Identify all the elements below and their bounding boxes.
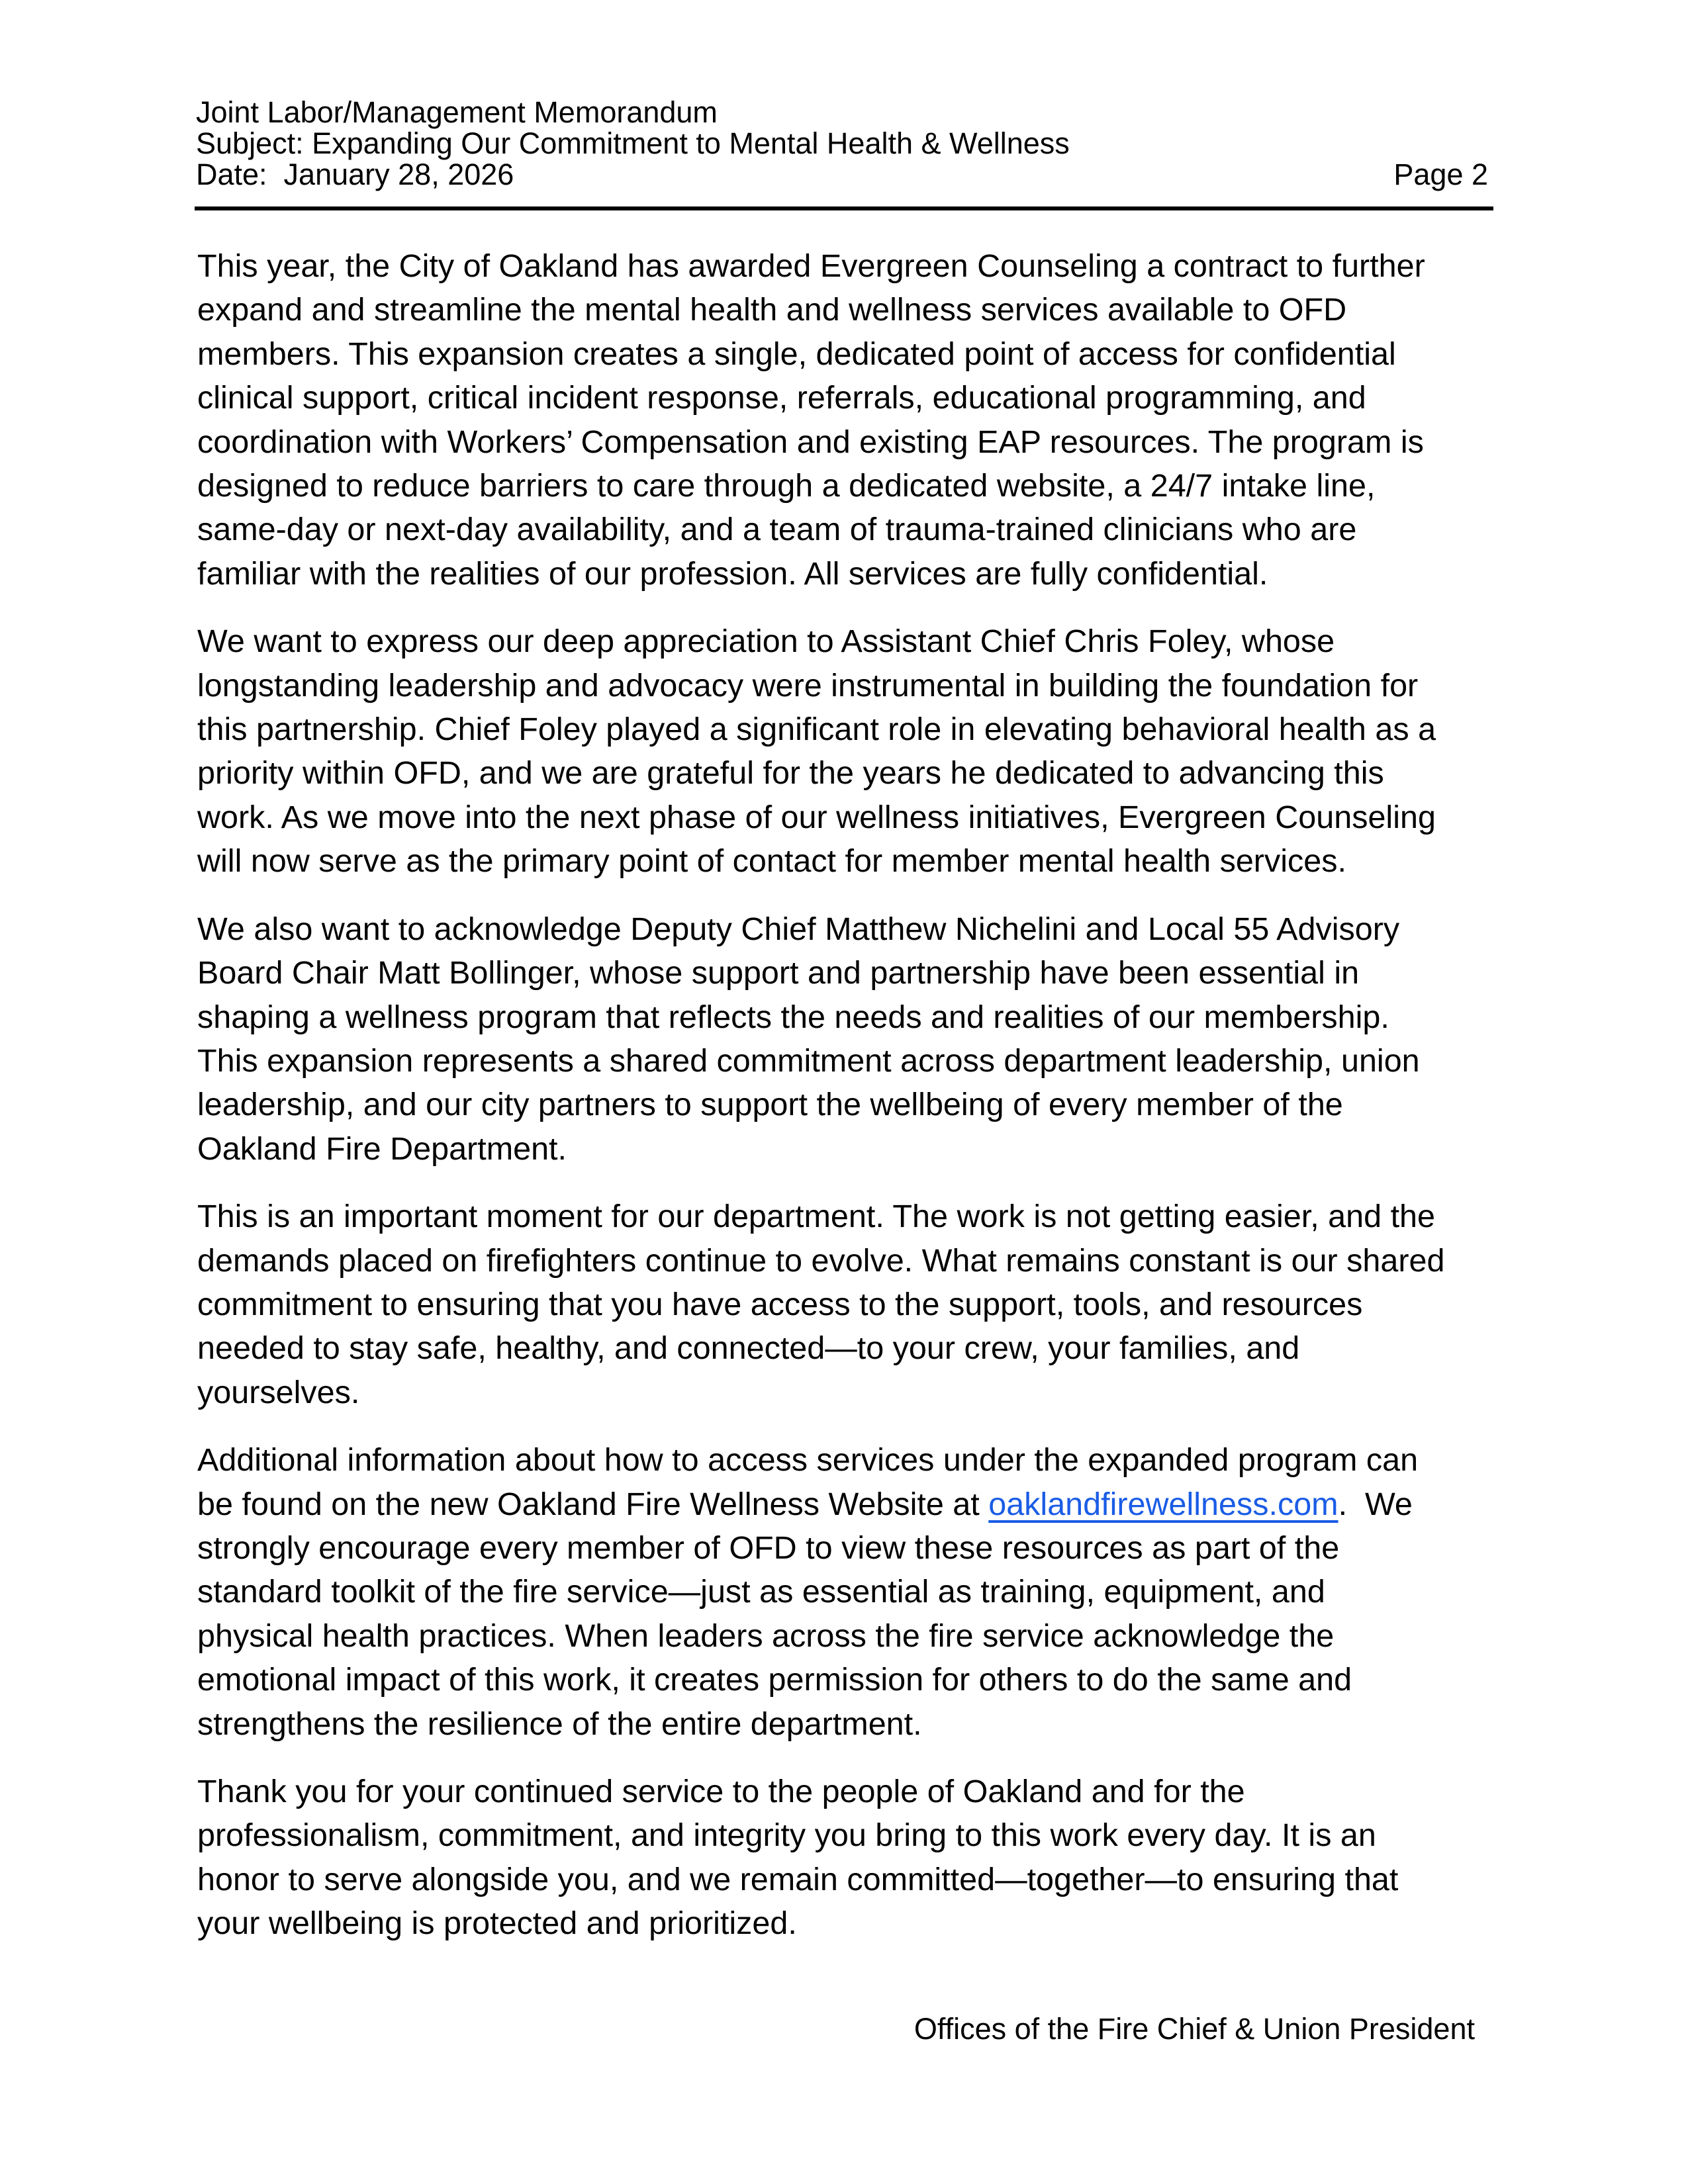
memo-header <box>196 97 1492 190</box>
signature-line: Offices of the Fire Chief & Union President <box>914 2012 1475 2046</box>
text-line: coordination with Workers’ Compensation and existing EAP resources. The program is <box>197 424 1424 460</box>
text-line: standard toolkit of the fire service—just as essential as training, equipment, and <box>197 1574 1325 1610</box>
text-line: yourselves. <box>197 1374 360 1410</box>
text-line: shaping a wellness program that reflects the needs and realities of our membership. <box>197 999 1389 1035</box>
text-line: This expansion represents a shared commitment across department leadership, union <box>197 1042 1420 1079</box>
text-line: This is an important moment for our department. The work is not getting easier, and the <box>197 1199 1435 1235</box>
text-line: honor to serve alongside you, and we remain committed—together—to ensuring that <box>197 1861 1399 1897</box>
text-line: your wellbeing is protected and prioritized. <box>197 1905 797 1942</box>
text-line: leadership, and our city partners to support the wellbeing of every member of the <box>197 1087 1343 1123</box>
text-line: designed to reduce barriers to care through a dedicated website, a 24/7 intake line, <box>197 468 1376 504</box>
wellness-website-link[interactable]: oaklandfirewellness.com <box>988 1486 1338 1522</box>
text-line: physical health practices. When leaders across the fire service acknowledge the <box>197 1617 1335 1654</box>
text-line: expand and streamline the mental health and wellness services available to OFD <box>197 292 1347 328</box>
text-line: We want to express our deep appreciation to Assistant Chief Chris Foley, whose <box>197 623 1335 660</box>
text-line-with-link <box>197 1482 1495 1526</box>
text-line: this partnership. Chief Foley played a significant role in elevating behavioral health as a <box>197 711 1436 748</box>
paragraph-thank-you <box>197 1770 1495 1946</box>
text-line: clinical support, critical incident response, referrals, educational programming, and <box>197 380 1366 416</box>
text-line: priority within OFD, and we are grateful for the years he dedicated to advancing this <box>197 755 1384 792</box>
page-number: Page 2 <box>1393 158 1488 191</box>
paragraph-appreciation-foley <box>197 619 1495 883</box>
text-line: professionalism, commitment, and integrity you bring to this work every day. It is an <box>197 1817 1376 1854</box>
memo-subject: Subject: Expanding Our Commitment to Mental Health & Wellness <box>196 126 1070 160</box>
text-line: demands placed on firefighters continue to evolve. What remains constant is our shared <box>197 1242 1445 1279</box>
text-line: This year, the City of Oakland has awarded Evergreen Counseling a contract to further <box>197 248 1425 284</box>
text-line: Additional information about how to access services under the expanded program can <box>197 1442 1419 1479</box>
text-line: same-day or next-day availability, and a team of trauma-trained clinicians who are <box>197 512 1357 548</box>
text-line: Thank you for your continued service to the people of Oakland and for the <box>197 1774 1245 1809</box>
paragraph-acknowledgement <box>197 907 1495 1171</box>
paragraph-important-moment <box>197 1195 1495 1414</box>
text-line: needed to stay safe, healthy, and connected—to your crew, your families, and <box>197 1330 1300 1367</box>
link-suffix-text: . We <box>1338 1486 1413 1522</box>
memo-body <box>197 244 1495 1970</box>
header-divider <box>195 206 1493 210</box>
link-prefix-text: be found on the new Oakland Fire Wellness Website at <box>197 1486 989 1522</box>
date-row <box>196 159 1492 190</box>
memo-date: Date: January 28, 2026 <box>196 158 514 191</box>
text-line: We also want to acknowledge Deputy Chief Matthew Nichelini and Local 55 Advisory <box>197 911 1400 947</box>
memo-type: Joint Labor/Management Memorandum <box>196 95 718 129</box>
paragraph-additional-info <box>197 1438 1495 1746</box>
text-line: commitment to ensuring that you have access to the support, tools, and resources <box>197 1286 1363 1322</box>
text-line: familiar with the realities of our profession. All services are fully confidential. <box>197 555 1268 592</box>
text-line: members. This expansion creates a single, dedicated point of access for confidential <box>197 336 1396 372</box>
text-line: strengthens the resilience of the entire department. <box>197 1706 922 1742</box>
text-line: longstanding leadership and advocacy were instrumental in building the foundation for <box>197 667 1419 704</box>
text-line: will now serve as the primary point of contact for member mental health services. <box>197 843 1346 880</box>
text-line: emotional impact of this work, it creates permission for others to do the same and <box>197 1662 1352 1698</box>
text-line: Board Chair Matt Bollinger, whose support and partnership have been essential in <box>197 955 1360 991</box>
text-line: work. As we move into the next phase of our wellness initiatives, Evergreen Counseling <box>197 799 1436 835</box>
text-line: strongly encourage every member of OFD to view these resources as part of the <box>197 1529 1340 1566</box>
text-line: Oakland Fire Department. <box>197 1130 567 1167</box>
paragraph-contract-award <box>197 244 1495 596</box>
